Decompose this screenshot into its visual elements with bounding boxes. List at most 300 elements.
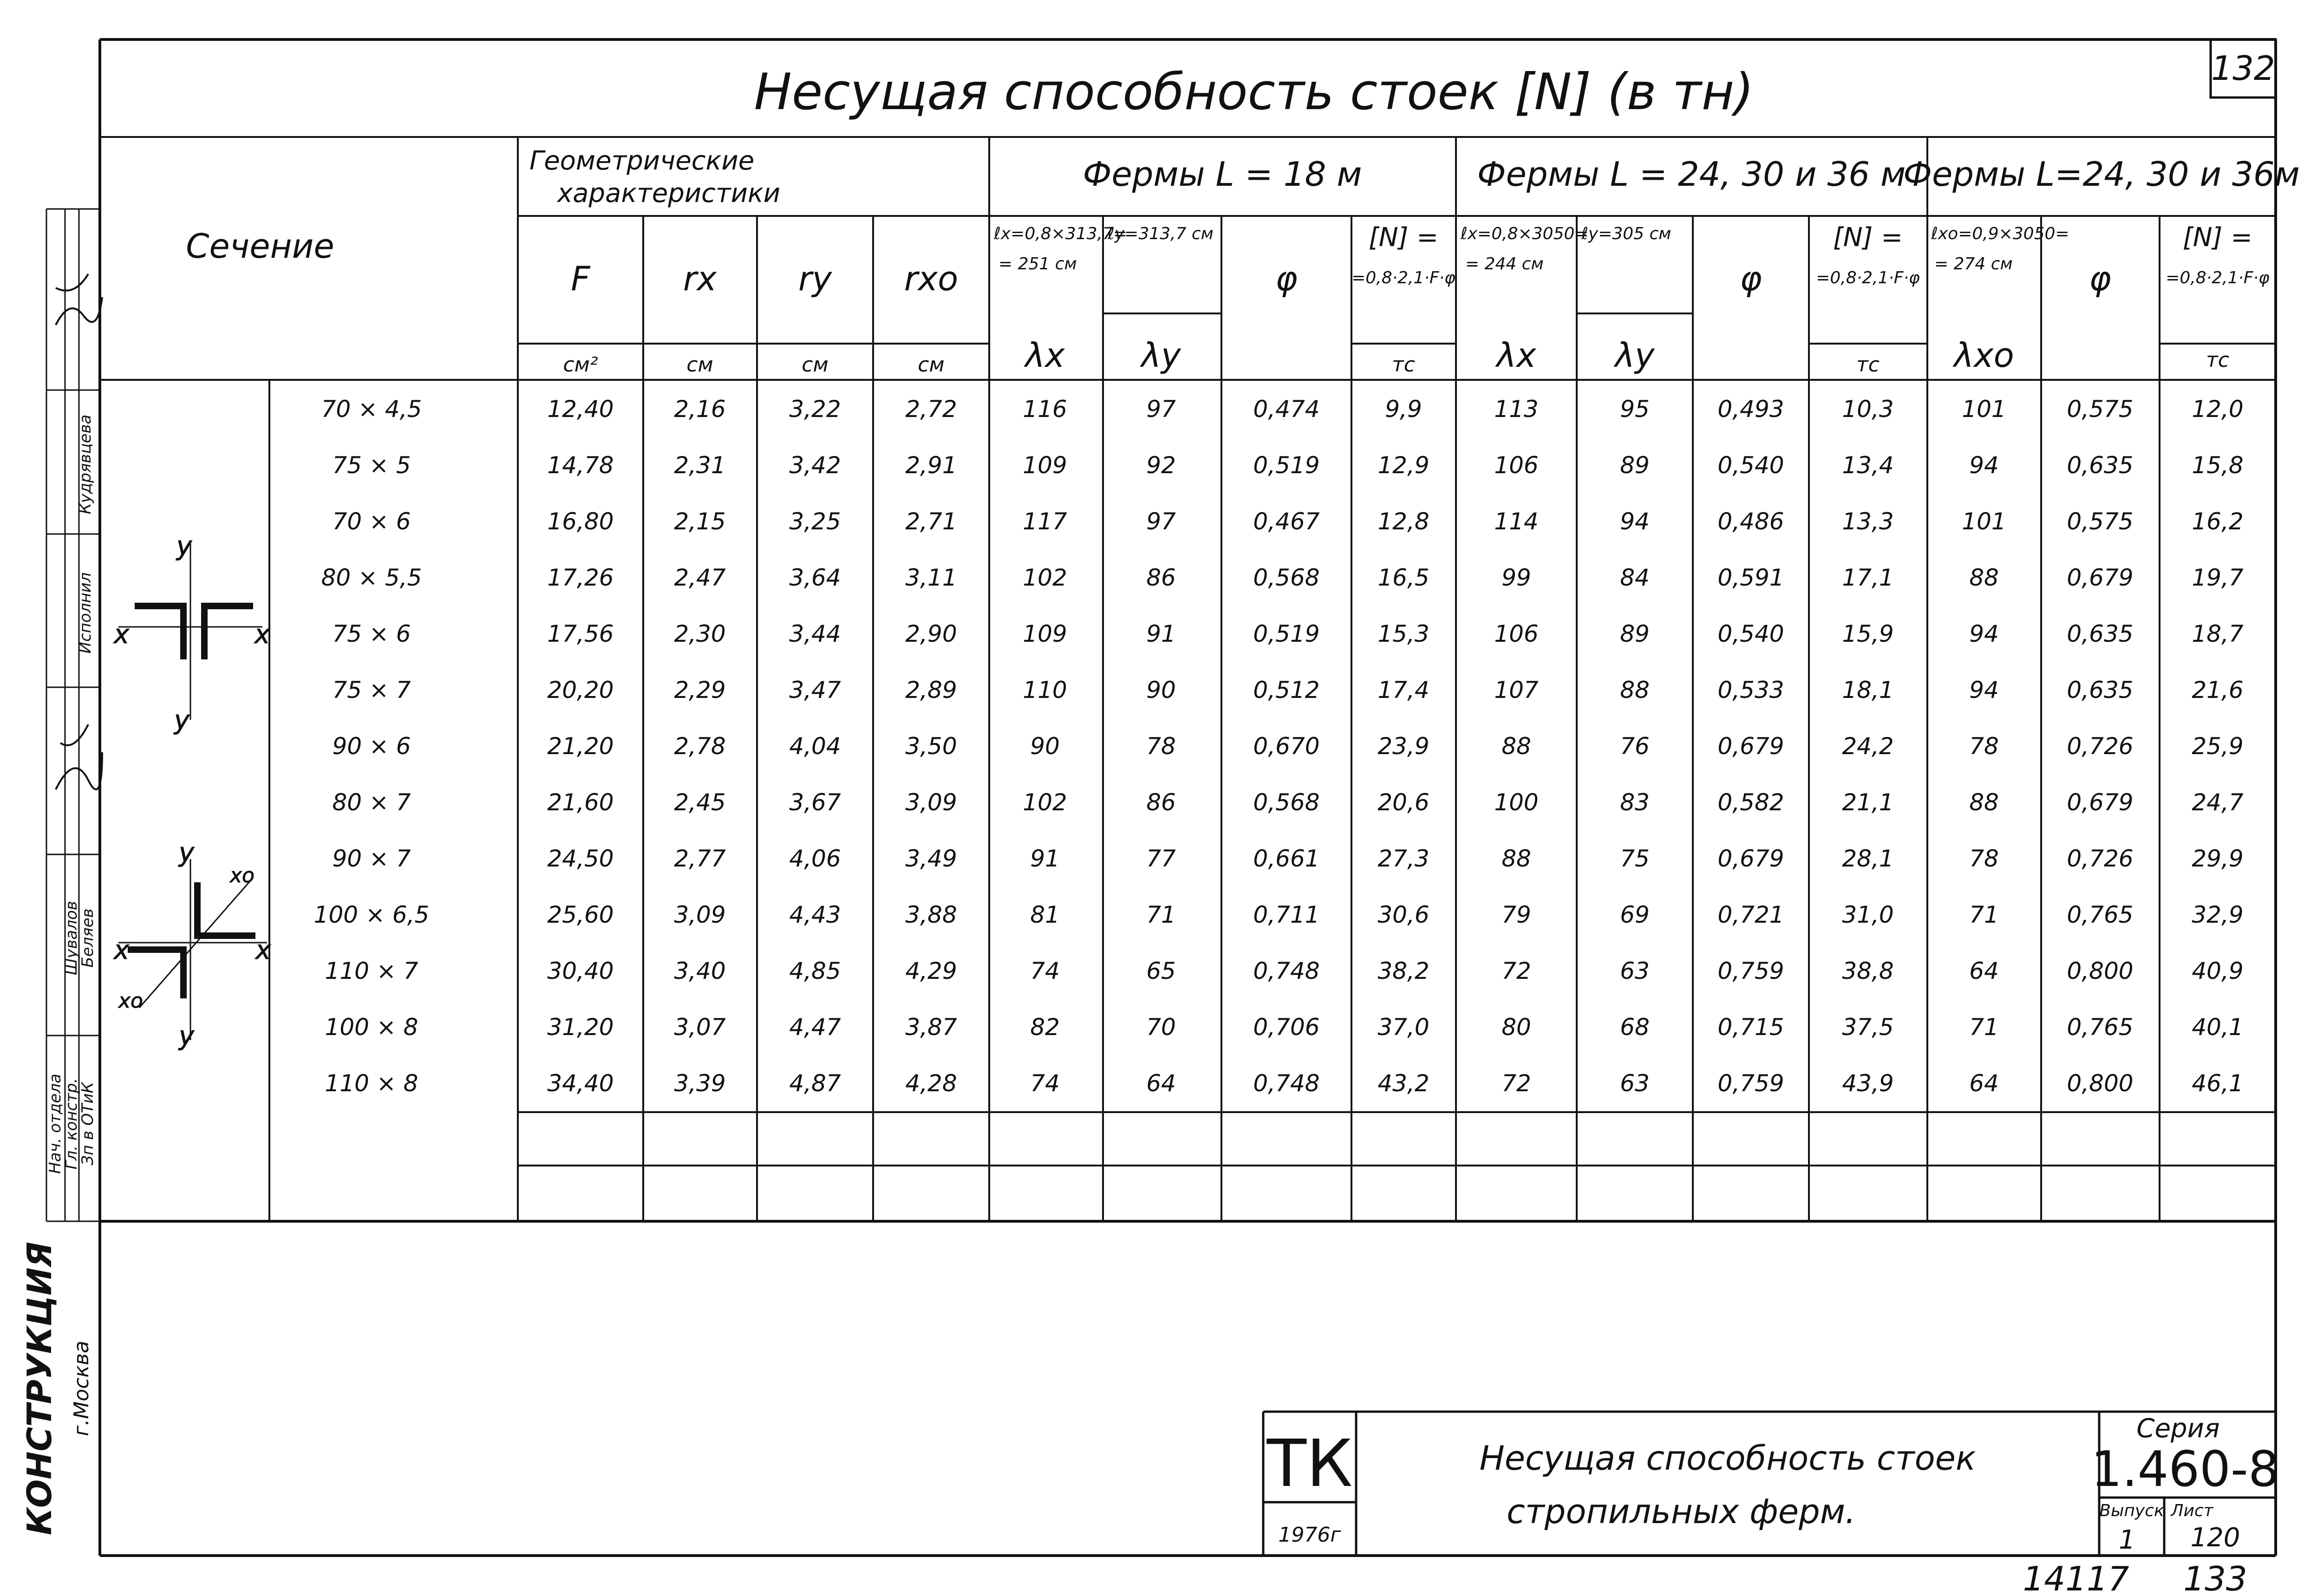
cell-ry: 4,87 [789,1070,841,1097]
cell-g2-lambda-y: 84 [1620,564,1650,591]
bottom-number-1: 14117 [2023,1559,2129,1596]
cell-g3-phi: 0,726 [2067,733,2134,760]
cell-g1-lambda-x: 90 [1030,733,1060,760]
g2-lx-len1: ℓx=0,8×3050= [1461,224,1589,243]
header-group-24-36m: Фермы L = 24, 30 и 36 м [1477,155,1906,194]
col-ry: ry [798,259,832,298]
margin-label-3: Беляев [78,908,97,968]
cell-rxo: 2,72 [905,396,957,423]
cell-g1-N: 16,5 [1377,564,1429,591]
cell-g2-lambda-x: 80 [1501,1014,1531,1041]
sketch2-axis-xo-bottom: xo [118,989,143,1013]
cell-g1-N: 9,9 [1385,396,1422,423]
cell-g2-N: 43,9 [1842,1070,1894,1097]
cell-g1-lambda-x: 116 [1023,396,1067,423]
cell-F: 25,60 [547,901,614,928]
unit-g2-tc: тс [1856,353,1880,377]
g3-N2: =0,8·2,1·F·φ [2166,268,2270,287]
section-sketch-tee [113,531,270,736]
cell-g1-phi: 0,748 [1253,958,1320,984]
cell-g1-lambda-x: 110 [1023,677,1067,704]
cell-F: 30,40 [547,958,614,984]
cell-g2-lambda-x: 72 [1501,1070,1531,1097]
cell-section: 90 × 6 [332,733,411,760]
stamp-series-label: Серия [2136,1414,2220,1444]
cell-section: 100 × 6,5 [313,901,430,928]
cell-g2-phi: 0,540 [1717,620,1784,647]
cell-g2-lambda-y: 88 [1620,677,1650,704]
g3-lxo-len1: ℓxo=0,9×3050= [1931,224,2069,243]
cell-F: 21,20 [547,733,614,760]
cell-g3-lambda-xo: 88 [1969,564,1999,591]
cell-g2-N: 13,4 [1842,452,1894,479]
table-header [186,146,2300,377]
cell-ry: 3,64 [789,564,841,591]
cell-rxo: 2,71 [905,508,957,535]
table-row [332,789,2243,816]
cell-section: 75 × 6 [332,620,411,647]
cell-rxo: 2,91 [905,452,957,479]
g3-phi: φ [2089,259,2111,298]
cell-rxo: 4,28 [905,1070,957,1097]
g2-lambda-y: λy [1615,336,1655,375]
cell-g3-phi: 0,765 [2067,901,2134,928]
g3-N1: [N] = [2182,222,2253,253]
stamp-title-line2: стропильных ферм. [1507,1492,1856,1531]
cell-g1-lambda-y: 97 [1146,396,1176,423]
table-body [314,396,2244,1097]
cell-g3-N: 19,7 [2192,564,2244,591]
left-margin [20,209,102,1535]
section-sketch-cross [113,838,271,1051]
page-number-box [2211,39,2276,98]
cell-rx: 2,45 [674,789,726,816]
cell-rx: 2,47 [674,564,726,591]
cell-g2-N: 13,3 [1842,508,1894,535]
cell-rxo: 2,90 [905,620,957,647]
cell-g2-lambda-y: 83 [1620,789,1650,816]
cell-g2-phi: 0,486 [1717,508,1784,535]
cell-g2-N: 17,1 [1842,564,1894,591]
cell-g1-lambda-y: 64 [1146,1070,1176,1097]
cell-ry: 4,85 [789,958,841,984]
cell-ry: 3,67 [789,789,841,816]
cell-rx: 2,78 [674,733,726,760]
cell-rx: 2,77 [674,845,726,872]
table-row [321,396,2244,423]
cell-g2-phi: 0,679 [1717,733,1784,760]
cell-rx: 2,15 [674,508,726,535]
cell-g3-phi: 0,635 [2067,677,2134,704]
cell-g2-N: 24,2 [1842,733,1894,760]
cell-g1-lambda-x: 81 [1030,901,1060,928]
cell-g1-lambda-y: 92 [1146,452,1176,479]
cell-g2-lambda-x: 99 [1501,564,1531,591]
cell-ry: 4,04 [789,733,841,760]
cell-section: 70 × 6 [332,508,411,535]
cell-g3-N: 25,9 [2192,733,2244,760]
g1-phi: φ [1275,259,1298,298]
cell-g3-N: 46,1 [2192,1070,2244,1097]
g3-lxo-len2: = 274 см [1934,254,2013,274]
cell-g3-lambda-xo: 94 [1969,620,1999,647]
cell-section: 110 × 7 [325,958,418,984]
cell-g2-N: 31,0 [1842,901,1894,928]
unit-g1-tc: тс [1392,353,1415,377]
cell-ry: 4,43 [789,901,841,928]
g1-lambda-x: λx [1025,336,1065,375]
margin-label-4: Нач. отдела [46,1074,65,1174]
table-row [325,1070,2244,1097]
cell-section: 75 × 5 [332,452,411,479]
g1-lx-len2: = 251 см [999,254,1077,274]
stamp-issue-label: Выпуск [2099,1501,2164,1520]
cell-g2-phi: 0,591 [1717,564,1784,591]
cell-F: 21,60 [547,789,614,816]
cell-g2-lambda-x: 106 [1494,452,1539,479]
cell-g2-lambda-x: 79 [1501,901,1531,928]
table-row [332,845,2243,872]
cell-g1-phi: 0,706 [1253,1014,1320,1041]
cell-g2-lambda-y: 89 [1620,452,1650,479]
stamp-series: 1.460-8 [2091,1441,2279,1498]
cell-rxo: 3,11 [905,564,957,591]
stamp-sheet: 120 [2190,1523,2240,1553]
cell-F: 12,40 [547,396,614,423]
cell-ry: 3,22 [789,396,841,423]
cell-g2-phi: 0,493 [1717,396,1784,423]
cell-g1-N: 12,9 [1377,452,1429,479]
cell-g1-lambda-x: 91 [1030,845,1060,872]
margin-label-0: Кудрявцева [76,414,95,515]
col-F: F [571,259,590,298]
cell-F: 31,20 [547,1014,614,1041]
unit-rxo: см [918,353,945,377]
cell-g3-N: 15,8 [2192,452,2244,479]
header-group-18m: Фермы L = 18 м [1083,155,1362,194]
table-row [314,901,2244,928]
g3-lambda-xo: λxo [1954,336,2014,375]
g2-N2: =0,8·2,1·F·φ [1816,268,1920,287]
cell-g2-lambda-y: 89 [1620,620,1650,647]
cell-g2-phi: 0,582 [1717,789,1784,816]
cell-g3-phi: 0,679 [2067,789,2134,816]
cell-g2-lambda-y: 94 [1620,508,1650,535]
cell-g3-phi: 0,679 [2067,564,2134,591]
sketch-axis-x-left: x [114,619,130,650]
cell-F: 14,78 [547,452,614,479]
sketch-axis-y-bottom: y [174,705,190,736]
g2-N1: [N] = [1833,222,1903,253]
cell-g1-phi: 0,711 [1253,901,1320,928]
header-group-24-36m-xo: Фермы L=24, 30 и 36м [1903,155,2300,194]
cell-g1-lambda-y: 91 [1146,620,1176,647]
sketch-axis-x-right: x [255,619,270,650]
cell-g1-phi: 0,519 [1253,452,1320,479]
cell-g2-lambda-x: 72 [1501,958,1531,984]
g2-lambda-x: λx [1496,336,1536,375]
cell-g3-phi: 0,800 [2067,958,2134,984]
cell-section: 80 × 7 [332,789,411,816]
cell-g3-phi: 0,635 [2067,452,2134,479]
cell-F: 17,56 [547,620,614,647]
cell-g3-phi: 0,726 [2067,845,2134,872]
cell-g3-lambda-xo: 88 [1969,789,1999,816]
cell-g2-phi: 0,721 [1717,901,1784,928]
cell-g3-lambda-xo: 101 [1962,396,2006,423]
cell-g3-lambda-xo: 64 [1969,1070,1999,1097]
cell-ry: 3,47 [789,677,841,704]
cell-g1-N: 37,0 [1377,1014,1429,1041]
margin-label-2: Шувалов [62,901,81,975]
cell-g2-N: 37,5 [1842,1014,1894,1041]
cell-g1-N: 43,2 [1377,1070,1429,1097]
cell-g2-lambda-y: 63 [1620,958,1650,984]
cell-g2-lambda-x: 100 [1494,789,1539,816]
g1-ly-len: ℓy=313,7 см [1108,224,1214,243]
table-row [332,508,2243,535]
cell-g3-N: 32,9 [2192,901,2244,928]
stamp-sheet-label: Лист [2171,1501,2213,1520]
stamp-year: 1976г [1278,1523,1341,1547]
cell-g1-lambda-y: 90 [1146,677,1176,704]
cell-rx: 3,07 [674,1014,726,1041]
table-row [325,1014,2244,1041]
header-geom-line2: характеристики [557,178,781,208]
cell-g3-lambda-xo: 94 [1969,677,1999,704]
cell-g3-phi: 0,575 [2067,396,2134,423]
g2-ly-len: ℓy=305 см [1581,224,1671,243]
header-section: Сечение [186,227,334,266]
title-block [1263,1412,2279,1556]
table-row [321,564,2244,591]
cell-ry: 3,44 [789,620,841,647]
cell-g1-phi: 0,568 [1253,789,1320,816]
cell-section: 70 × 4,5 [321,396,422,423]
cell-g2-lambda-x: 113 [1494,396,1539,423]
sketch2-axis-x-right: x [255,935,271,965]
sketch2-axis-y-top: y [179,838,195,868]
cell-g3-N: 12,0 [2192,396,2244,423]
margin-org: КОНСТРУКЦИЯ [20,1242,59,1535]
col-rxo: rxo [904,259,959,298]
g2-lx-len2: = 244 см [1465,254,1544,274]
cell-g1-N: 15,3 [1377,620,1429,647]
cell-g3-lambda-xo: 64 [1969,958,1999,984]
cell-g3-lambda-xo: 71 [1969,1014,1999,1041]
g1-lambda-y: λy [1141,336,1181,375]
cell-g3-N: 29,9 [2192,845,2244,872]
cell-g3-phi: 0,765 [2067,1014,2134,1041]
cell-g1-lambda-y: 71 [1146,901,1176,928]
cell-g2-phi: 0,540 [1717,452,1784,479]
cell-rxo: 3,09 [905,789,957,816]
cell-F: 17,26 [547,564,614,591]
cell-rx: 2,16 [674,396,726,423]
cell-g1-lambda-x: 109 [1023,620,1067,647]
cell-g1-phi: 0,748 [1253,1070,1320,1097]
cell-g2-N: 18,1 [1842,677,1894,704]
cell-g1-N: 17,4 [1377,677,1429,704]
cell-g2-lambda-x: 114 [1494,508,1539,535]
cell-g1-lambda-x: 109 [1023,452,1067,479]
g1-N1: [N] = [1368,222,1439,253]
table-row [332,452,2243,479]
cell-ry: 4,06 [789,845,841,872]
unit-g3-tc: тс [2206,348,2229,372]
cell-g1-phi: 0,474 [1253,396,1320,423]
cell-g2-phi: 0,679 [1717,845,1784,872]
margin-label-1: Исполнил [76,572,95,654]
cell-rx: 2,30 [674,620,726,647]
cell-g1-lambda-y: 65 [1146,958,1176,984]
cell-ry: 3,42 [789,452,841,479]
table-row [325,958,2244,984]
unit-ry: см [802,353,829,377]
cell-g2-lambda-y: 63 [1620,1070,1650,1097]
cell-ry: 4,47 [789,1014,841,1041]
stamp-title-line1: Несущая способность стоек [1479,1439,1976,1478]
cell-g2-lambda-x: 88 [1501,733,1531,760]
cell-g2-lambda-y: 76 [1620,733,1650,760]
cell-g2-lambda-x: 107 [1494,677,1539,704]
bottom-number-2: 133 [2183,1559,2247,1596]
cell-g1-lambda-y: 86 [1146,564,1176,591]
sketch2-axis-xo-top: xo [230,864,255,887]
g1-lx-len1: ℓx=0,8×313,7= [994,224,1127,243]
cell-g3-N: 40,1 [2192,1014,2244,1041]
margin-city: г.Москва [70,1341,93,1436]
unit-F: см² [563,353,598,377]
g2-phi: φ [1740,259,1762,298]
cell-section: 75 × 7 [332,677,411,704]
stamp-issue: 1 [2119,1525,2135,1555]
cell-g1-phi: 0,568 [1253,564,1320,591]
cell-F: 16,80 [547,508,614,535]
cell-g3-lambda-xo: 94 [1969,452,1999,479]
cell-g3-N: 16,2 [2192,508,2244,535]
margin-label-6: Зп в ОТиК [78,1082,97,1166]
cell-section: 100 × 8 [325,1014,418,1041]
cell-g2-N: 38,8 [1842,958,1894,984]
cell-g3-N: 40,9 [2192,958,2244,984]
cell-g1-phi: 0,519 [1253,620,1320,647]
cell-rx: 3,09 [674,901,726,928]
cell-rxo: 4,29 [905,958,957,984]
col-rx: rx [683,259,717,298]
cell-g3-N: 18,7 [2192,620,2244,647]
cell-g1-lambda-x: 82 [1030,1014,1060,1041]
cell-g1-lambda-y: 97 [1146,508,1176,535]
cell-g2-lambda-x: 88 [1501,845,1531,872]
cell-g3-phi: 0,800 [2067,1070,2134,1097]
cell-g3-N: 21,6 [2192,677,2244,704]
cell-g1-phi: 0,670 [1253,733,1320,760]
cell-g2-phi: 0,533 [1717,677,1784,704]
unit-rx: см [686,353,713,377]
cell-g1-N: 20,6 [1377,789,1429,816]
table-row [332,733,2243,760]
cell-g3-phi: 0,575 [2067,508,2134,535]
cell-g3-lambda-xo: 78 [1969,733,1999,760]
cell-g1-lambda-x: 74 [1030,1070,1060,1097]
cell-rxo: 3,50 [905,733,957,760]
sheet-title: Несущая способность стоек [N] (в тн) [754,63,1754,121]
cell-ry: 3,25 [789,508,841,535]
cell-g2-lambda-y: 75 [1620,845,1650,872]
cell-g1-lambda-y: 86 [1146,789,1176,816]
cell-g1-N: 27,3 [1377,845,1429,872]
cell-g1-lambda-x: 117 [1023,508,1067,535]
cell-F: 20,20 [547,677,614,704]
cell-rxo: 3,88 [905,901,957,928]
cell-g2-N: 21,1 [1842,789,1894,816]
cell-section: 90 × 7 [332,845,411,872]
table-row [332,620,2243,647]
cell-g1-phi: 0,467 [1253,508,1320,535]
cell-g3-N: 24,7 [2192,789,2244,816]
cell-g2-lambda-y: 69 [1620,901,1650,928]
cell-g3-lambda-xo: 101 [1962,508,2006,535]
margin-label-5: Гл. констр. [62,1078,81,1170]
cell-g1-lambda-x: 102 [1023,789,1067,816]
cell-g1-lambda-y: 77 [1146,845,1176,872]
cell-g2-lambda-y: 95 [1620,396,1650,423]
cell-rxo: 3,87 [905,1014,957,1041]
stamp-code: ТК [1266,1426,1353,1502]
sketch2-axis-x-left: x [114,935,130,965]
table-grid [100,137,2276,1221]
cell-g1-lambda-x: 102 [1023,564,1067,591]
cell-g1-N: 30,6 [1377,901,1429,928]
cell-rxo: 3,49 [905,845,957,872]
cell-g3-lambda-xo: 71 [1969,901,1999,928]
cell-g2-lambda-y: 68 [1620,1014,1650,1041]
cell-F: 34,40 [547,1070,614,1097]
cell-section: 110 × 8 [325,1070,418,1097]
cell-g1-phi: 0,661 [1253,845,1320,872]
cell-g2-N: 28,1 [1842,845,1894,872]
header-geom-line1: Геометрические [529,146,755,176]
cell-g1-phi: 0,512 [1253,677,1320,704]
cell-rx: 3,40 [674,958,726,984]
cell-g1-N: 23,9 [1377,733,1429,760]
cell-g1-N: 12,8 [1377,508,1429,535]
sketch2-axis-y-bottom: y [179,1021,195,1051]
table-row [332,677,2243,704]
cell-g1-N: 38,2 [1377,958,1429,984]
cell-rx: 2,31 [674,452,726,479]
cell-g2-phi: 0,759 [1717,958,1784,984]
cell-g2-N: 10,3 [1842,396,1894,423]
cell-rxo: 2,89 [905,677,957,704]
cell-rx: 3,39 [674,1070,726,1097]
cell-g3-phi: 0,635 [2067,620,2134,647]
cell-rx: 2,29 [674,677,726,704]
cell-g2-lambda-x: 106 [1494,620,1539,647]
cell-g1-lambda-y: 78 [1146,733,1176,760]
cell-g2-N: 15,9 [1842,620,1894,647]
page-number: 132 [2211,49,2275,88]
cell-g1-lambda-x: 74 [1030,958,1060,984]
cell-g1-lambda-y: 70 [1146,1014,1176,1041]
cell-g3-lambda-xo: 78 [1969,845,1999,872]
sketch-axis-y-top: y [176,531,192,561]
cell-F: 24,50 [547,845,614,872]
cell-section: 80 × 5,5 [321,564,422,591]
cell-g2-phi: 0,759 [1717,1070,1784,1097]
cell-g2-phi: 0,715 [1717,1014,1784,1041]
